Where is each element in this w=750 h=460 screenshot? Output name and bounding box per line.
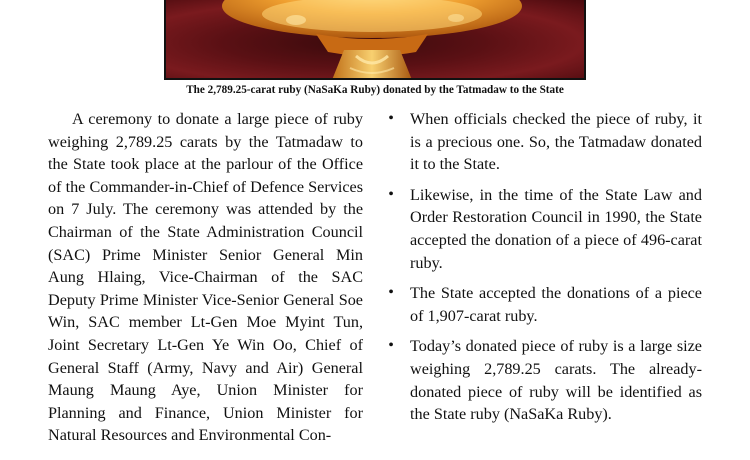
bullet-item bbox=[386, 282, 702, 327]
bullet-item bbox=[386, 108, 702, 176]
ruby-photo bbox=[164, 0, 586, 80]
bullet-item bbox=[386, 335, 702, 425]
bullet-text: When officials checked the piece of ruby, it is a precious one. So, the Tatmadaw donated it to the State. bbox=[410, 110, 702, 174]
bullet-text: Likewise, in the time of the State Law and Order Restoration Council in 1990, the State accepted the donation of a piece of 496-carat ruby. bbox=[410, 185, 702, 272]
body-paragraph: A ceremony to donate a large piece of ruby weighing 2,789.25 carats by the Tatmadaw to the State took place at the parlour of the Office of the Commander-in-Chief of Defence Services on 7 July. The ceremony was attended by the Chairman of the State Administration Council (SAC) Prime Minister Senior General Min Aung Hlaing, Vice-Chairman of the SAC Deputy Prime Minister Vice-Senior General Soe Win, SAC member Lt-Gen Moe Myint Tun, Joint Secretary Lt-Gen Ye Win Oo, Chief of General Staff (Army, Navy and Air) General Maung Maung Aye, Union Minister for Planning and Finance, Union Minister for Natural Resources and Environmental Con- bbox=[48, 110, 363, 445]
bullet-item bbox=[386, 184, 702, 274]
ruby-illustration bbox=[166, 0, 586, 80]
left-column bbox=[48, 108, 363, 447]
right-column bbox=[386, 108, 702, 434]
photo-caption: The 2,789.25-carat ruby (NaSaKa Ruby) donated by the Tatmadaw to the State bbox=[186, 84, 564, 96]
bullet-icon: • bbox=[388, 185, 394, 203]
bullet-text: The State accepted the donations of a piece of 1,907-carat ruby. bbox=[410, 284, 702, 325]
bullet-icon: • bbox=[388, 284, 394, 302]
bullet-text: Today’s donated piece of ruby is a large size weighing 2,789.25 carats. The already-donated piece of ruby will be identified as the State ruby (NaSaKa Ruby). bbox=[410, 337, 702, 424]
bullet-icon: • bbox=[388, 110, 394, 127]
bullet-icon: • bbox=[388, 337, 394, 355]
